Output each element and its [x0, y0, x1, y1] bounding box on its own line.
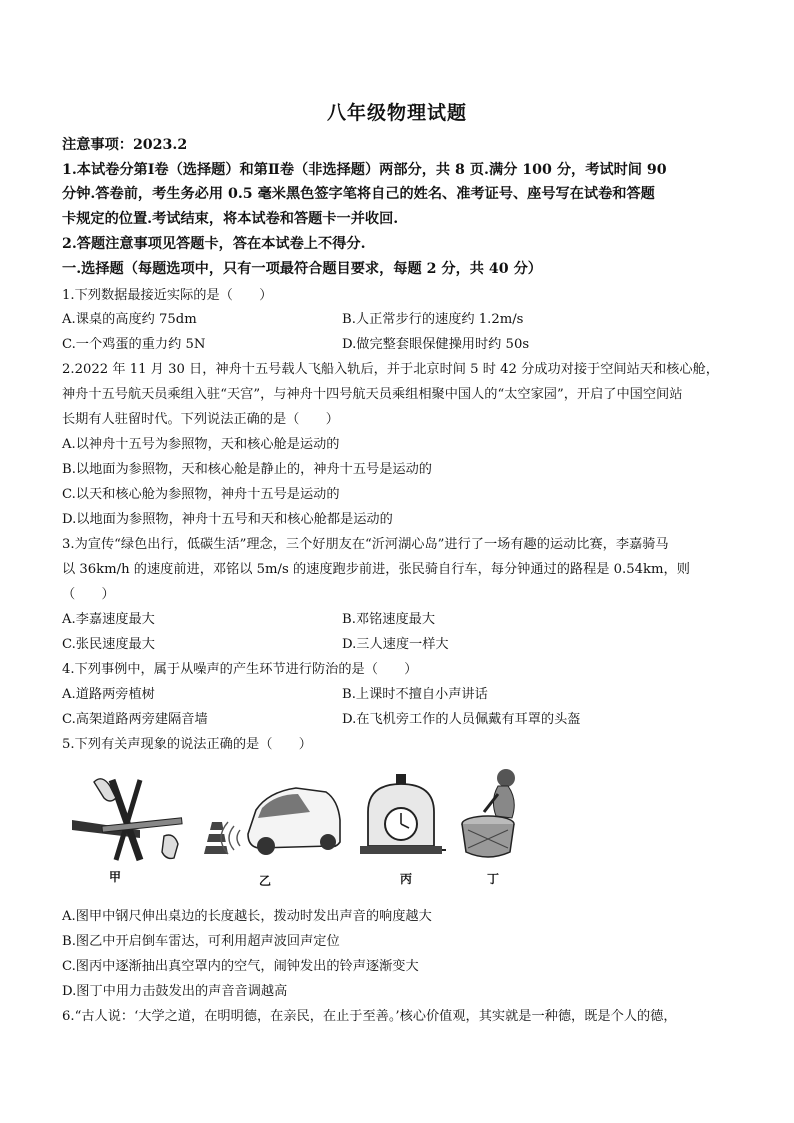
car-radar-figure — [200, 774, 350, 862]
figure-label-yi: 乙 — [259, 874, 272, 888]
q1-option-a: A.课桌的高度约 75dm — [62, 312, 197, 327]
q2-line1: 2.2022 年 11 月 30 日，神舟十五号载人飞船入轨后，并于北京时间 5 时 42 分成功对接于空间站天和核心舱， — [62, 362, 719, 377]
q4-option-a: A.道路两旁植树 — [62, 687, 155, 702]
q2-line2: 神舟十五号航天员乘组入驻“天宫”，与神舟十四号航天员乘组相聚中国人的“太空家园”，开启了中国空间站 — [62, 387, 683, 402]
q5-figures — [62, 762, 542, 887]
notice-item1-line3: 卡规定的位置.考试结束，将本试卷和答题卡一并收回. — [62, 211, 399, 227]
q3-line1: 3.为宣传“绿色出行，低碳生活”理念，三个好朋友在“沂河湖心岛”进行了一场有趣的运动比赛，李嘉骑马 — [62, 537, 669, 552]
q5-option-d: D.图丁中用力击鼓发出的声音音调越高 — [62, 984, 288, 999]
q1-option-c: C.一个鸡蛋的重力约 5N — [62, 337, 206, 352]
q3-line2: 以 36km/h 的速度前进，邓铭以 5m/s 的速度跑步前进，张民骑自行车，每分钟通过的路程是 0.54km，则 — [62, 562, 690, 577]
q2-option-d: D.以地面为参照物，神舟十五号和天和核心舱都是运动的 — [62, 512, 393, 527]
figure-label-ding: 丁 — [487, 872, 500, 886]
notice-item1-line2: 分钟.答卷前，考生务必用 0.5 毫米黑色签字笔将自己的姓名、准考证号、座号写在试卷和答题 — [62, 186, 655, 202]
q3-line3: （ ） — [62, 587, 115, 602]
notice-heading: 注意事项：2023.2 — [62, 137, 188, 153]
bell-jar-figure — [356, 772, 446, 864]
q5-stem: 5.下列有关声现象的说法正确的是（ ） — [62, 737, 312, 752]
q6-line1: 6.“古人说：‘大学之道，在明明德，在亲民，在止于至善。’核心价值观，其实就是一种德，既是个人的德， — [62, 1009, 677, 1024]
q3-option-a: A.李嘉速度最大 — [62, 612, 155, 627]
q3-option-d: D.三人速度一样大 — [342, 637, 449, 652]
q2-option-b: B.以地面为参照物，天和核心舱是静止的，神舟十五号是运动的 — [62, 462, 432, 477]
notice-item2: 2.答题注意事项见答题卡，答在本试卷上不得分. — [62, 236, 366, 252]
page-title: 八年级物理试题 — [326, 102, 467, 124]
q5-option-b: B.图乙中开启倒车雷达，可利用超声波回声定位 — [62, 934, 340, 949]
ruler-figure — [72, 772, 187, 864]
figure-label-bing: 丙 — [400, 872, 413, 886]
drum-figure — [454, 764, 534, 864]
section1-heading: 一.选择题（每题选项中，只有一项最符合题目要求，每题 2 分，共 40 分） — [62, 261, 542, 277]
q1-option-b: B.人正常步行的速度约 1.2m/s — [342, 312, 524, 327]
q5-option-c: C.图丙中逐渐抽出真空罩内的空气，闹钟发出的铃声逐渐变大 — [62, 959, 419, 974]
q1-stem: 1.下列数据最接近实际的是（ ） — [62, 288, 273, 303]
q4-stem: 4.下列事例中，属于从噪声的产生环节进行防治的是（ ） — [62, 662, 418, 677]
q1-option-d: D.做完整套眼保健操用时约 50s — [342, 337, 530, 352]
figure-label-jia: 甲 — [109, 870, 122, 884]
q2-option-a: A.以神舟十五号为参照物，天和核心舱是运动的 — [62, 437, 340, 452]
q4-option-d: D.在飞机旁工作的人员佩戴有耳罩的头盔 — [342, 712, 581, 727]
q2-line3: 长期有人驻留时代。下列说法正确的是（ ） — [62, 412, 339, 427]
q3-option-b: B.邓铭速度最大 — [342, 612, 436, 627]
q5-option-a: A.图甲中钢尺伸出桌边的长度越长，拨动时发出声音的响度越大 — [62, 909, 432, 924]
q3-option-c: C.张民速度最大 — [62, 637, 155, 652]
q4-option-b: B.上课时不擅自小声讲话 — [342, 687, 488, 702]
q2-option-c: C.以天和核心舱为参照物，神舟十五号是运动的 — [62, 487, 340, 502]
notice-item1-line1: 1.本试卷分第Ⅰ卷（选择题）和第Ⅱ卷（非选择题）两部分，共 8 页.满分 100 分，考试时间 90 — [62, 162, 667, 178]
q4-option-c: C.高架道路两旁建隔音墙 — [62, 712, 208, 727]
